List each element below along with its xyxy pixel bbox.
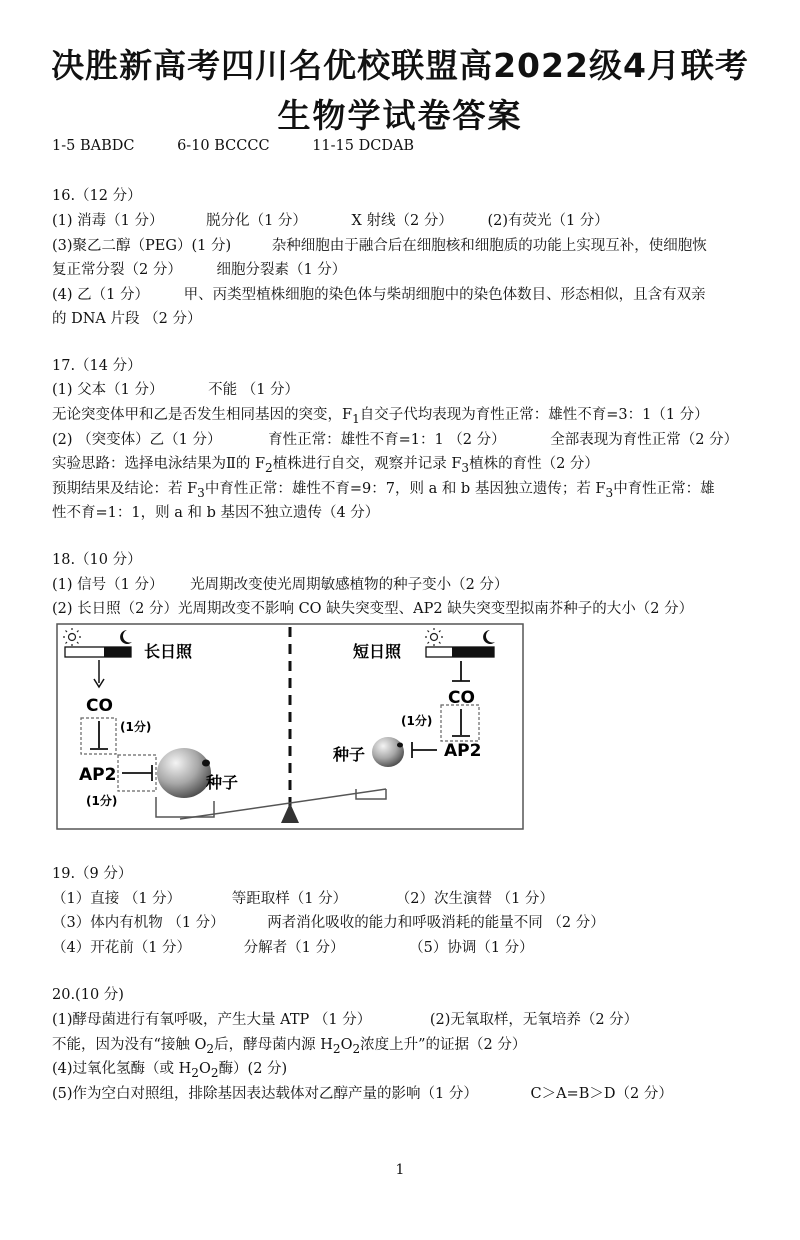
choice-answers	[52, 138, 414, 154]
subscript: 2	[352, 1041, 361, 1056]
q16-line	[52, 283, 706, 304]
small-seed	[372, 737, 404, 767]
q20-heading: 20.(10 分)	[52, 987, 124, 1003]
subscript: 1	[352, 411, 360, 426]
q16-3a: (3)聚乙二醇（PEG）(1 分)	[52, 238, 232, 254]
q20-3d: 浓度上升”的证据（2 分）	[360, 1037, 527, 1053]
q18-line: (2) 长日照（2 分）光周期改变不影响 CO 缺失突变型、AP2 缺失突变型拟南芥种子的大小（2 分）	[52, 601, 694, 617]
long-day-label: 长日照	[144, 642, 193, 661]
seed-label-left: 种子	[206, 773, 239, 792]
q16-4a: (4) 乙（1 分）	[52, 287, 149, 303]
choice-1-5: 1-5 BABDC	[52, 138, 135, 154]
q16-3c: 复正常分裂（2 分）	[52, 262, 182, 278]
short-day-dark-bar	[452, 647, 494, 657]
score-label: (1分)	[86, 794, 118, 808]
q17-1b: 不能 （1 分）	[208, 382, 300, 398]
subscript: 3	[197, 485, 205, 500]
q17-heading: 17.（14 分）	[52, 358, 142, 374]
score-label: (1分)	[120, 720, 152, 734]
q20-4a: (4)过氧化氢酶（或 H	[52, 1061, 192, 1077]
q17-2b: 育性正常：雄性不育=1：1 （2 分）	[268, 432, 506, 448]
q20-4c: 酶）(2 分)	[218, 1061, 288, 1077]
q20-line	[52, 1082, 673, 1103]
subscript: 2	[210, 1065, 219, 1080]
q16-line: 的 DNA 片段 （2 分）	[52, 311, 202, 327]
q20-5b: C＞A=B＞D（2 分）	[530, 1086, 673, 1102]
q19-3b: 两者消化吸收的能力和呼吸消耗的能量不同 （2 分）	[267, 915, 605, 931]
q19-1b: 等距取样（1 分）	[231, 891, 348, 907]
q16-1c: X 射线（2 分）	[351, 213, 453, 229]
subscript: 3	[461, 460, 470, 475]
q16-1b: 脱分化（1 分）	[206, 213, 307, 229]
page-number: 1	[395, 1162, 405, 1178]
subscript: 2	[206, 1041, 215, 1056]
q17-line	[52, 477, 715, 500]
q17-1d: 自交子代均表现为育性正常：雄性不育=3：1（1 分）	[359, 407, 709, 423]
page-subtitle: 生物学试卷答案	[277, 96, 523, 135]
q16-1a: (1) 消毒（1 分）	[52, 213, 164, 229]
q16-line	[52, 258, 346, 279]
q18-heading: 18.（10 分）	[52, 552, 142, 568]
q17-line	[52, 378, 299, 399]
ap2-label-right: AP2	[444, 741, 482, 761]
q17-1c: 无论突变体甲和乙是否发生相同基因的突变，F	[52, 407, 353, 423]
q20-1: (1)酵母菌进行有氧呼吸，产生大量 ATP （1 分）	[52, 1012, 372, 1028]
q16-line	[52, 209, 609, 230]
q20-4b: O	[198, 1061, 211, 1077]
q19-heading: 19.（9 分）	[52, 866, 133, 882]
q20-line	[52, 1033, 526, 1056]
page-title: 决胜新高考四川名优校联盟高2022级4月联考	[51, 46, 749, 85]
q17-2g: 预期结果及结论：若 F	[52, 481, 198, 497]
choice-11-15: 11-15 DCDAB	[312, 138, 415, 154]
q19-1a: （1）直接 （1 分）	[52, 891, 182, 907]
q20-3a: 不能，因为没有“接触 O	[52, 1037, 207, 1053]
q17-2f: 植株的育性（2 分）	[469, 456, 599, 472]
co-label-left: CO	[86, 696, 113, 716]
q19-3a: （3）体内有机物 （1 分）	[52, 915, 225, 931]
q20-3c: O	[340, 1037, 353, 1053]
subscript: 2	[332, 1041, 341, 1056]
q17-2e: 植株进行自交，观察并记录 F	[272, 456, 462, 472]
q17-2i: 中育性正常：雄	[613, 481, 715, 497]
ap2-label-left: AP2	[79, 765, 117, 785]
score-label: (1分)	[401, 714, 433, 728]
short-day-label: 短日照	[353, 642, 402, 661]
q19-line	[52, 887, 554, 908]
q17-2c: 全部表现为育性正常（2 分）	[550, 432, 739, 448]
q17-line	[52, 452, 599, 475]
seed-hilum	[202, 760, 210, 767]
long-day-dark-bar	[104, 647, 131, 657]
co-label-right: CO	[448, 688, 475, 708]
q20-2: (2)无氧取样，无氧培养（2 分）	[429, 1012, 639, 1028]
q19-line	[52, 911, 605, 932]
q16-line	[52, 234, 707, 255]
q20-5a: (5)作为空白对照组，排除基因表达载体对乙醇产量的影响（1 分）	[52, 1086, 478, 1102]
q18-line	[52, 573, 508, 594]
q18-1a: (1) 信号（1 分）	[52, 577, 164, 593]
q17-2d: 实验思路：选择电泳结果为Ⅱ的 F	[52, 456, 266, 472]
q19-4b: 分解者（1 分）	[243, 940, 345, 956]
q19-line	[52, 936, 534, 957]
seed-hilum	[397, 743, 403, 748]
q17-2h: 中育性正常：雄性不育=9：7，则 a 和 b 基因独立遗传；若 F	[204, 481, 606, 497]
q16-2: (2)有荧光（1 分）	[487, 213, 609, 229]
q19-4a: （4）开花前（1 分）	[52, 940, 192, 956]
q17-1a: (1) 父本（1 分）	[52, 382, 164, 398]
q20-line	[52, 1008, 638, 1029]
photoperiod-diagram	[56, 623, 524, 830]
q17-line	[52, 428, 738, 449]
large-seed	[157, 748, 211, 798]
q16-3b: 杂种细胞由于融合后在细胞核和细胞质的功能上实现互补，使细胞恢	[271, 238, 707, 254]
subscript: 2	[191, 1065, 199, 1080]
q17-2a: (2) （突变体）乙（1 分）	[52, 432, 222, 448]
q19-2: （2）次生演替 （1 分）	[395, 891, 554, 907]
q20-line	[52, 1057, 287, 1080]
subscript: 3	[605, 485, 614, 500]
q17-line: 性不育=1：1，则 a 和 b 基因不独立遗传（4 分）	[52, 505, 380, 521]
subscript: 2	[265, 460, 273, 475]
q16-4b: 甲、丙类型植株细胞的染色体与柴胡细胞中的染色体数目、形态相似，且含有双亲	[183, 287, 706, 303]
choice-6-10: 6-10 BCCCC	[177, 138, 270, 154]
q16-3d: 细胞分裂素（1 分）	[216, 262, 347, 278]
q16-heading: 16.（12 分）	[52, 188, 142, 204]
q20-3b: 后，酵母菌内源 H	[214, 1037, 333, 1053]
q17-line	[52, 403, 709, 426]
q19-5: （5）协调（1 分）	[409, 940, 534, 956]
q18-1b: 光周期改变使光周期敏感植物的种子变小（2 分）	[190, 577, 509, 593]
seed-label-right: 种子	[333, 745, 366, 764]
